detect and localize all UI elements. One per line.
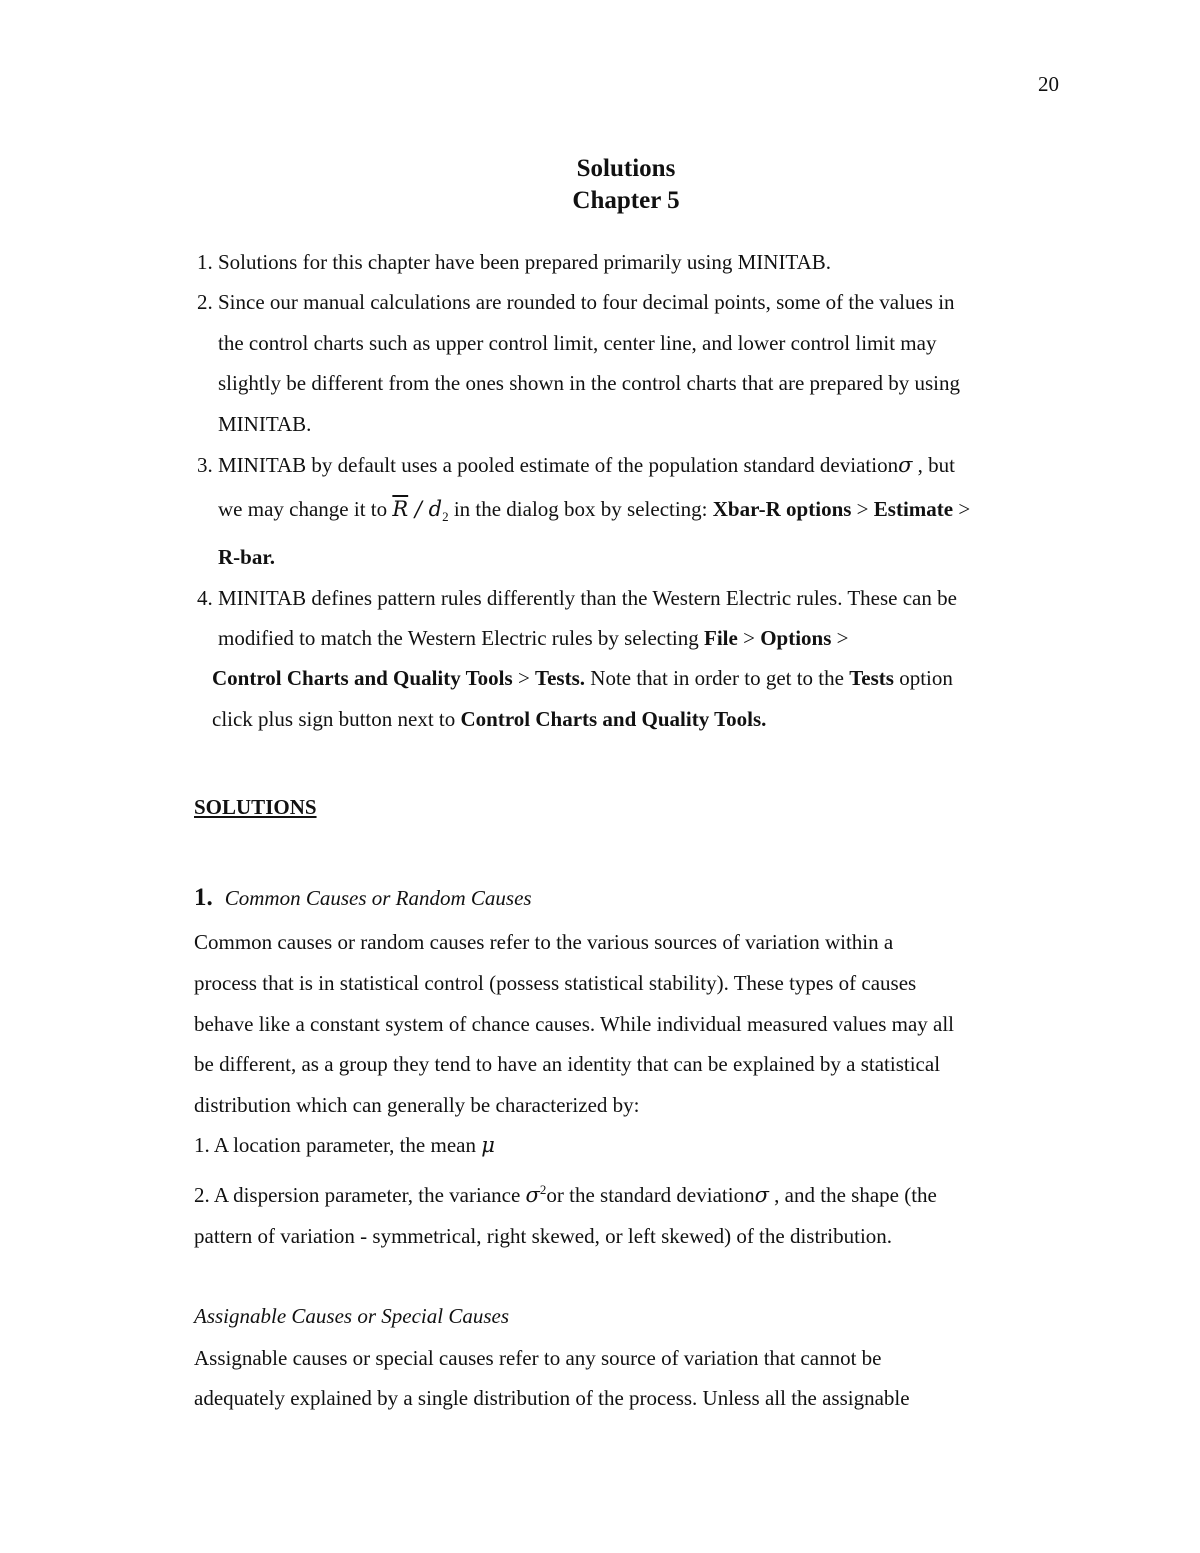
estimate-label: Estimate (873, 497, 954, 521)
chapter-title: Chapter 5 (572, 187, 680, 214)
note-3-but: , but (912, 453, 956, 477)
paragraph-line: process that is in statistical control (possess statistical stability). These types of causes (194, 971, 917, 995)
note-4-text: modified to match the Western Electric rules by selecting (218, 626, 705, 650)
paragraph-line: behave like a constant system of chance causes. While individual measured values may all (194, 1012, 955, 1036)
page-title: Solutions (576, 155, 676, 182)
separator: > (953, 497, 971, 521)
paragraph-line: Common causes or random causes refer to the various sources of variation within a (194, 930, 894, 954)
separator: > (737, 626, 761, 650)
note-4-line-4 (212, 707, 766, 732)
note-1: 1. Solutions for this chapter have been prepared primarily using MINITAB. (197, 250, 831, 274)
note-4-mid-text: Note that in order to get to the (585, 666, 850, 690)
paragraph-line: distribution which can generally be characterized by: (194, 1093, 640, 1117)
location-text: 1. A location parameter, the mean (194, 1133, 482, 1157)
tests-label: Tests. (535, 666, 586, 690)
options-menu-label: Options (760, 626, 832, 650)
note-3-line-1 (197, 453, 955, 478)
paragraph-line: Assignable causes or special causes refer to any source of variation that cannot be (194, 1346, 882, 1370)
section-heading: Common Causes or Random Causes (224, 886, 532, 910)
note-3-line-3: R-bar. (218, 545, 275, 569)
note-3-line-2 (218, 497, 970, 525)
solutions-heading: SOLUTIONS (194, 795, 317, 819)
d-subscript: 2 (442, 509, 449, 525)
note-2-line-2: the control charts such as upper control limit, center line, and lower control limit may (218, 331, 937, 355)
sigma-symbol: σ (754, 1183, 769, 1207)
paragraph-line: adequately explained by a single distribution of the process. Unless all the assignable (194, 1386, 910, 1410)
shape-text: , and the shape (the (768, 1183, 937, 1207)
separator: > (512, 666, 536, 690)
note-3-dialog-text: in the dialog box by selecting: (448, 497, 713, 521)
note-4-line-3 (212, 666, 953, 691)
solution-1-heading (194, 884, 532, 912)
control-charts-label-2: Control Charts and Quality Tools. (460, 707, 767, 731)
note-4-end-text: option (893, 666, 953, 690)
std-dev-text: or the standard deviation (546, 1183, 755, 1207)
dispersion-parameter-line (194, 1182, 937, 1208)
note-4-click-text: click plus sign button next to (212, 707, 461, 731)
tests-option-label: Tests (849, 666, 894, 690)
note-4-line-2 (218, 626, 848, 651)
sigma-symbol: σ (898, 453, 913, 477)
file-menu-label: File (704, 626, 738, 650)
note-2-line-4: MINITAB. (218, 412, 312, 436)
r-bar-symbol: $\overline{R}$ (392, 497, 409, 521)
slash-symbol: / (408, 497, 429, 521)
mu-symbol: μ (481, 1133, 495, 1157)
page-number: 20 (1038, 72, 1059, 96)
note-3-text: 3. MINITAB by default uses a pooled estimate of the population standard deviation (197, 453, 899, 477)
note-4-line-1: 4. MINITAB defines pattern rules differently than the Western Electric rules. These can be (197, 586, 957, 610)
d-symbol: d (428, 497, 443, 521)
note-2-line-1: 2. Since our manual calculations are rounded to four decimal points, some of the values in (197, 290, 955, 314)
note-3-change-text: we may change it to (218, 497, 393, 521)
section-heading-assignable: Assignable Causes or Special Causes (194, 1304, 509, 1328)
separator: > (851, 497, 874, 521)
sigma-symbol: σ (525, 1183, 540, 1207)
paragraph-line: be different, as a group they tend to have an identity that can be explained by a statistical (194, 1052, 941, 1076)
location-parameter-line (194, 1133, 495, 1158)
squared-superscript: 2 (539, 1182, 547, 1197)
separator: > (831, 626, 849, 650)
solution-number: 1. (194, 884, 213, 911)
xbar-r-options-label: Xbar-R options (712, 497, 852, 521)
control-charts-label: Control Charts and Quality Tools (212, 666, 513, 690)
note-2-line-3: slightly be different from the ones shown in the control charts that are prepared by using (218, 371, 960, 395)
dispersion-text: 2. A dispersion parameter, the variance (194, 1183, 526, 1207)
paragraph-line: pattern of variation - symmetrical, right skewed, or left skewed) of the distribution. (194, 1224, 893, 1248)
